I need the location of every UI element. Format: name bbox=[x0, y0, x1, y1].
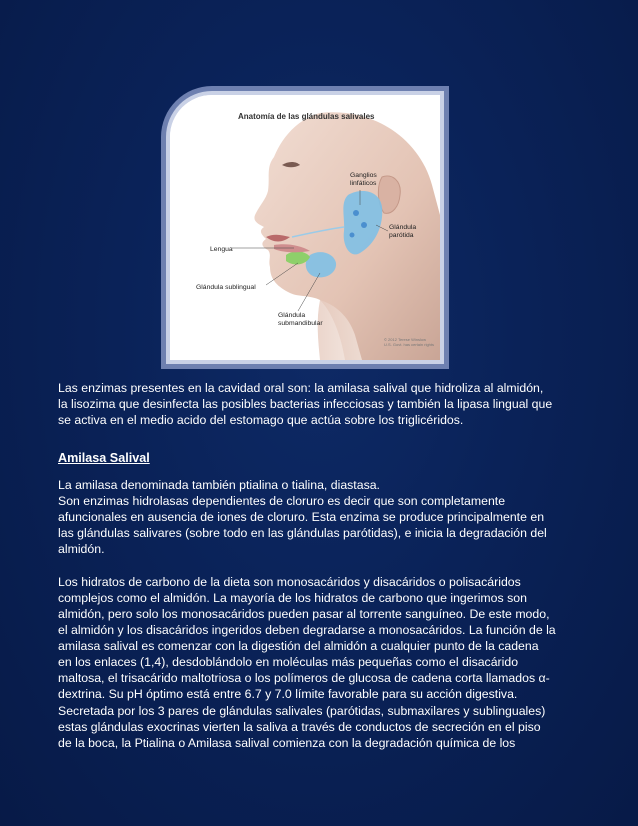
label-glandula-sublingual: Glándula sublingual bbox=[196, 284, 256, 291]
text-line: se activa en el medio acido del estomago que actúa sobre los triglicéridos. bbox=[58, 413, 464, 427]
salivary-glands-illustration bbox=[170, 95, 440, 360]
text-line: la lisozima que desinfecta las posibles bacterias infecciosas y también la lipasa lingual que bbox=[58, 397, 553, 411]
label-glandula-parotida-1: Glándula bbox=[389, 224, 417, 231]
text-line: maltosa, el trisacárido maltotriosa o los polímeros de glucosa de cadena corta llamados α- bbox=[58, 671, 550, 685]
text-line: en los enlaces (1,4), desdoblándolo en moléculas más pequeñas como el disacárido bbox=[58, 655, 519, 669]
hidratos-paragraph bbox=[58, 574, 580, 702]
text-line: Secretada por los 3 pares de glándulas salivales (parótidas, submaxilares y sublinguales) bbox=[58, 704, 546, 718]
amilasa-paragraph bbox=[58, 477, 580, 557]
label-linfaticos: linfáticos bbox=[350, 180, 377, 187]
text-line: Son enzimas hidrolasas dependientes de cloruro es decir que son completamente bbox=[58, 494, 506, 508]
copyright-2: U.S. Govt. has certain rights bbox=[384, 342, 435, 347]
text-line: Las enzimas presentes en la cavidad oral son: la amilasa salival que hidroliza al almidón, bbox=[58, 381, 544, 395]
label-ganglios: Ganglios bbox=[350, 172, 377, 179]
text-line: estas glándulas exocrinas vierten la saliva a través de conductos de secreción en el piso bbox=[58, 720, 541, 734]
anatomy-figure bbox=[170, 95, 440, 360]
text-line: almidón. bbox=[58, 542, 105, 556]
text-line: almidón, pero solo los monosacáridos pueden pasar al torrente sanguíneo. De este modo, bbox=[58, 607, 550, 621]
label-glandula-submandibular-1: Glándula bbox=[278, 312, 306, 319]
intro-paragraph bbox=[58, 380, 580, 428]
section-heading: Amilasa Salival bbox=[58, 451, 150, 465]
secretada-paragraph bbox=[58, 703, 580, 751]
text-line: el almidón y los disacáridos ingeridos deben degradarse a monosacáridos. La función de la bbox=[58, 623, 556, 637]
copyright-1: © 2012 Terese Winslow bbox=[384, 337, 427, 342]
figure-title: Anatomía de las glándulas salivales bbox=[238, 112, 375, 121]
text-line: de la boca, la Ptialina o Amilasa salival comienza con la degradación química de los bbox=[58, 736, 516, 750]
label-glandula-submandibular-2: submandibular bbox=[278, 320, 323, 327]
label-glandula-parotida-2: parótida bbox=[389, 232, 414, 239]
text-line: La amilasa denominada también ptialina o tialina, diastasa. bbox=[58, 478, 380, 492]
text-line: las glándulas salivares (sobre todo en las glándulas parótidas), e inicia la degradación del bbox=[58, 526, 547, 540]
label-lengua: Lengua bbox=[210, 246, 233, 253]
text-line: amilasa salival es comenzar con la digestión del almidón a cualquier punto de la cadena bbox=[58, 639, 539, 653]
text-line: dextrina. Su pH óptimo está entre 6.7 y 7.0 límite favorable para su acción digestiva. bbox=[58, 687, 518, 701]
text-line: Los hidratos de carbono de la dieta son monosacáridos y disacáridos o polisacáridos bbox=[58, 575, 521, 589]
text-line: afuncionales en ausencia de iones de cloruro. Esta enzima se produce principalmente en bbox=[58, 510, 545, 524]
text-line: complejos como el almidón. La mayoría de los hidratos de carbono que ingerimos son bbox=[58, 591, 527, 605]
